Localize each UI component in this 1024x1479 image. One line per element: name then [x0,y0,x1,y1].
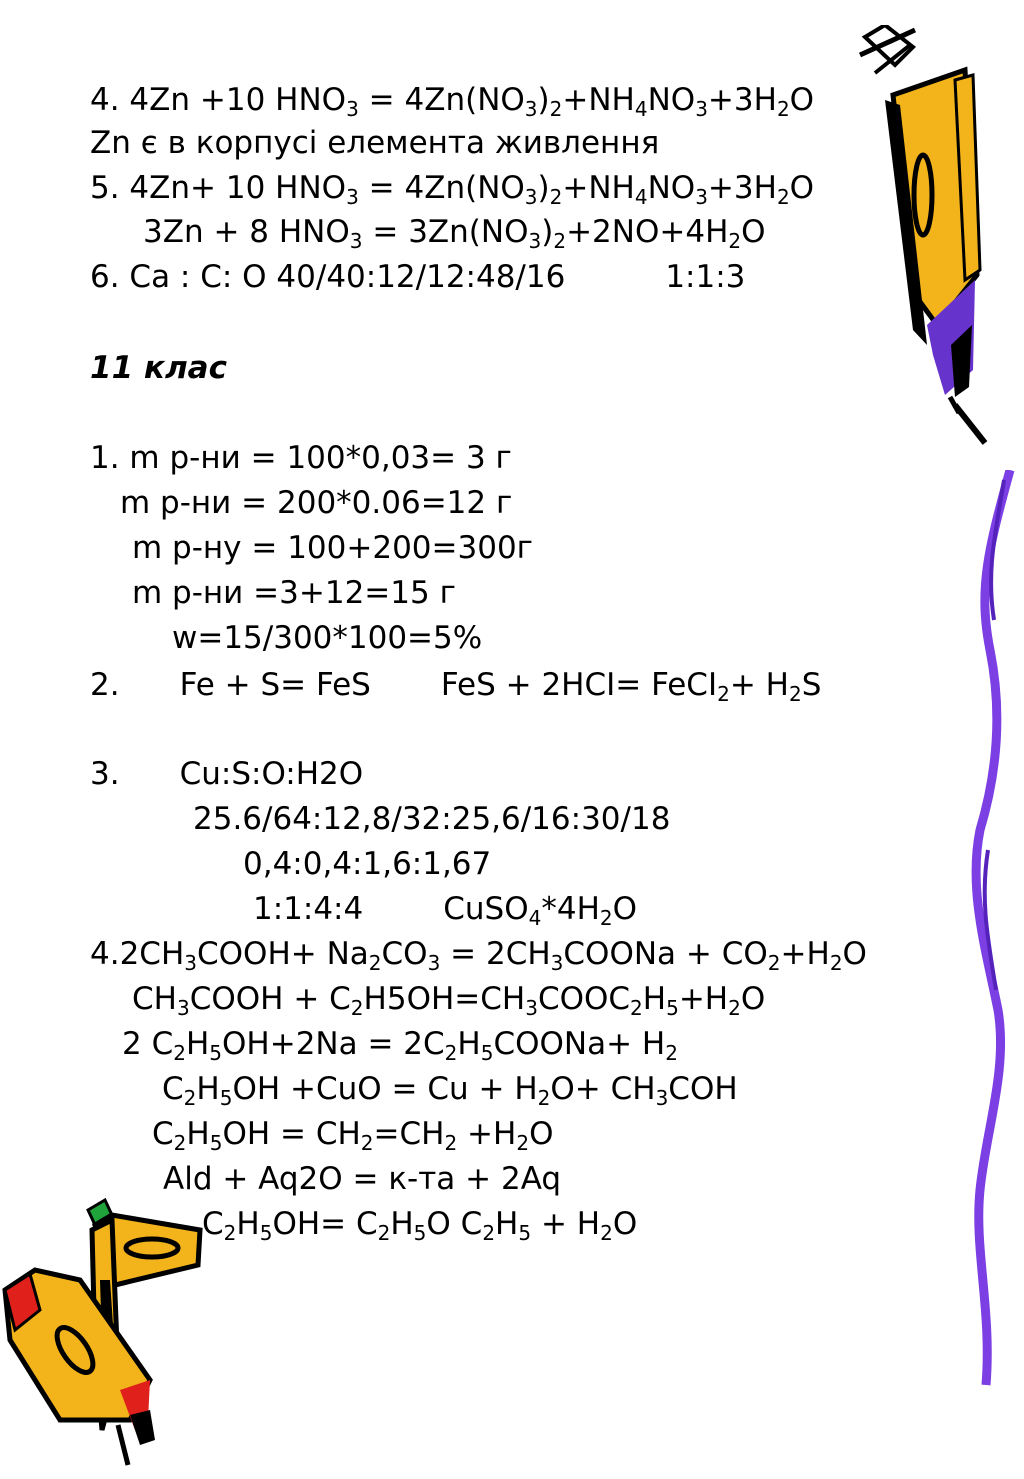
subscript: 5 [413,1221,427,1245]
subscript: 2 [350,996,364,1020]
text-segment: Ald + Aq2O = к-та + 2Aq [163,1161,562,1197]
section-heading-11-class [90,350,227,386]
text-segment: OH+2Na = 2C [222,1026,445,1062]
ratio-line-6 [90,259,745,295]
text-segment: H [642,981,667,1017]
subscript: 4 [528,906,542,930]
task-3-ratio [193,801,670,837]
text-segment: *4H [541,891,600,927]
text-segment: H [495,1206,519,1242]
task-2-equations [90,667,822,706]
text-segment: COH [668,1071,738,1107]
text-segment: COONa+ H [493,1026,666,1062]
subscript: 4 [634,185,648,209]
text-segment: ) [537,82,550,118]
text-segment: O [741,214,766,250]
task-3-moles [243,846,491,882]
subscript: 2 [776,97,790,121]
text-segment: O [529,1116,554,1152]
text-segment: O [612,891,638,927]
text-segment: +H [678,981,729,1017]
subscript: 2 [599,906,613,930]
task-4-eq-6 [163,1161,561,1197]
task-4-eq-7 [202,1206,638,1245]
text-segment: 4.2CH [90,936,185,972]
subscript: 2 [728,229,742,253]
subscript: 3 [349,229,363,253]
text-segment: H [457,1026,481,1062]
text-segment: = 4Zn(NO [358,170,525,206]
subscript: 3 [184,951,197,975]
text-segment: O [842,936,867,972]
subscript: 2 [444,1041,458,1065]
text-segment: m р-ну = 100+200=300г [132,530,533,566]
subscript: 2 [444,1131,458,1155]
subscript: 2 [553,229,567,253]
text-segment: COOC [537,981,631,1017]
subscript: 3 [528,229,542,253]
subscript: 3 [695,97,708,121]
subscript: 2 [516,1131,530,1155]
text-segment: +3H [707,82,777,118]
subscript: 2 [767,951,781,975]
text-segment: = 3Zn(NO [362,214,529,250]
subscript: 5 [219,1086,233,1110]
text-segment: 25.6/64:12,8/32:25,6/16:30/18 [193,801,671,837]
calc-line-4 [132,575,456,611]
text-segment: O+ CH [550,1071,656,1107]
subscript: 3 [550,951,564,975]
subscript: 3 [524,97,538,121]
subscript: 2 [717,682,730,706]
text-segment: NO [647,82,696,118]
task-4-eq-3 [122,1026,678,1065]
task-4-eq-2 [132,981,766,1020]
text-segment: 1:1:3 [665,259,746,295]
text-segment: + H [729,667,789,703]
text-segment: 2. [90,667,120,703]
text-segment: CO [381,936,428,972]
text-segment: O [789,170,815,206]
text-segment: C [202,1206,224,1242]
subscript: 2 [223,1221,237,1245]
subscript: 5 [259,1221,273,1245]
subscript: 5 [480,1041,494,1065]
text-segment: 4. 4Zn +10 HNO [90,82,347,118]
text-segment: ) [541,214,554,250]
text-segment: O [740,981,766,1017]
text-segment: + H [531,1206,601,1242]
text-segment: CuSO [443,891,529,927]
text-segment: OH= C [272,1206,378,1242]
subscript: 2 [482,1221,496,1245]
text-segment: m р-ни =3+12=15 г [132,575,456,611]
subscript: 2 [549,185,563,209]
zn-battery-note [90,125,659,161]
text-segment: =CH [373,1116,445,1152]
text-segment: COOH + C [189,981,351,1017]
text-segment: COONa + CO [563,936,768,972]
calc-line-5 [172,620,482,656]
text-segment: Fe + S= FeS [179,667,371,703]
calc-line-2 [120,485,512,521]
eq-line-5b [143,214,766,253]
text-segment: OH = CH [222,1116,361,1152]
text-segment: H [390,1206,414,1242]
subscript: 2 [537,1086,551,1110]
subscript: 2 [600,1221,613,1245]
text-segment: +NH [562,82,635,118]
subscript: 2 [360,1131,374,1155]
subscript: 3 [655,1086,669,1110]
text-segment: CH [132,981,177,1017]
text-segment: 3Zn + 8 HNO [143,214,350,250]
text-segment: Zn є в корпусі елемента живлення [90,125,660,161]
text-segment: 1:1:4:4 [253,891,364,927]
text-segment: +NH [562,170,635,206]
subscript: 3 [346,185,359,209]
text-segment: H5OH=CH [363,981,526,1017]
text-segment: H [185,1026,210,1062]
subscript: 4 [634,97,648,121]
eq-line-1 [90,82,815,121]
text-segment: 0,4:0,4:1,6:1,67 [243,846,492,882]
subscript: 3 [346,97,359,121]
subscript: 2 [173,1041,186,1065]
subscript: 2 [549,97,563,121]
subscript: 2 [377,1221,391,1245]
crossed-pencils-icon [0,1190,215,1470]
subscript: 2 [665,1041,678,1065]
text-segment: S [801,667,822,703]
text-segment: 1. m р-ни = 100*0,03= 3 г [90,440,512,476]
text-segment: FeS + 2HCI= FeCI [440,667,718,703]
text-segment: = 2CH [440,936,551,972]
task-4-eq-1 [90,936,867,975]
task-4-eq-5 [152,1116,554,1155]
subscript: 2 [173,1131,187,1155]
subscript: 2 [368,951,382,975]
text-segment: 6. Ca : C: O 40/40:12/12:48/16 [90,259,566,295]
subscript: 3 [695,185,708,209]
subscript: 3 [427,951,441,975]
text-segment: 3. [90,756,120,792]
text-segment: w=15/300*100=5% [172,620,483,656]
text-segment: C [162,1071,184,1107]
subscript: 2 [183,1086,197,1110]
subscript: 2 [788,682,802,706]
text-segment: +2NO+4H [566,214,729,250]
text-segment: H [196,1071,220,1107]
text-segment: +H [780,936,830,972]
text-segment: Cu:S:O:H2O [179,756,364,792]
task-3-header [90,756,363,792]
text-segment: ) [537,170,550,206]
text-segment: 5. 4Zn+ 10 HNO [90,170,347,206]
text-segment: +3H [707,170,777,206]
text-segment: COOH+ Na [197,936,369,972]
text-segment: NO [647,170,696,206]
eq-line-5a [90,170,815,209]
text-segment: C [152,1116,174,1152]
subscript: 3 [524,185,538,209]
text-segment: H [186,1116,210,1152]
text-segment: = 4Zn(NO [358,82,525,118]
text-segment: 11 клас [90,350,227,386]
subscript: 5 [518,1221,532,1245]
subscript: 5 [209,1041,223,1065]
subscript: 2 [728,996,741,1020]
text-segment: OH +CuO = Cu + H [232,1071,538,1107]
text-segment: +H [457,1116,517,1152]
text-segment: H [236,1206,260,1242]
task-4-eq-4 [162,1071,738,1110]
calc-line-3 [132,530,533,566]
task-3-result [253,891,638,930]
subscript: 5 [666,996,679,1020]
subscript: 2 [776,185,790,209]
subscript: 3 [176,996,190,1020]
subscript: 5 [209,1131,223,1155]
text-segment: O C [426,1206,483,1242]
text-segment: O [612,1206,638,1242]
text-segment: 2 C [122,1026,174,1062]
subscript: 2 [630,996,643,1020]
subscript: 3 [525,996,538,1020]
calc-line-1 [90,440,512,476]
text-segment: O [789,82,815,118]
wavy-ribbon [968,470,1024,1390]
text-segment: m р-ни = 200*0.06=12 г [120,485,513,521]
subscript: 2 [829,951,843,975]
pencil-icon [855,25,1005,445]
